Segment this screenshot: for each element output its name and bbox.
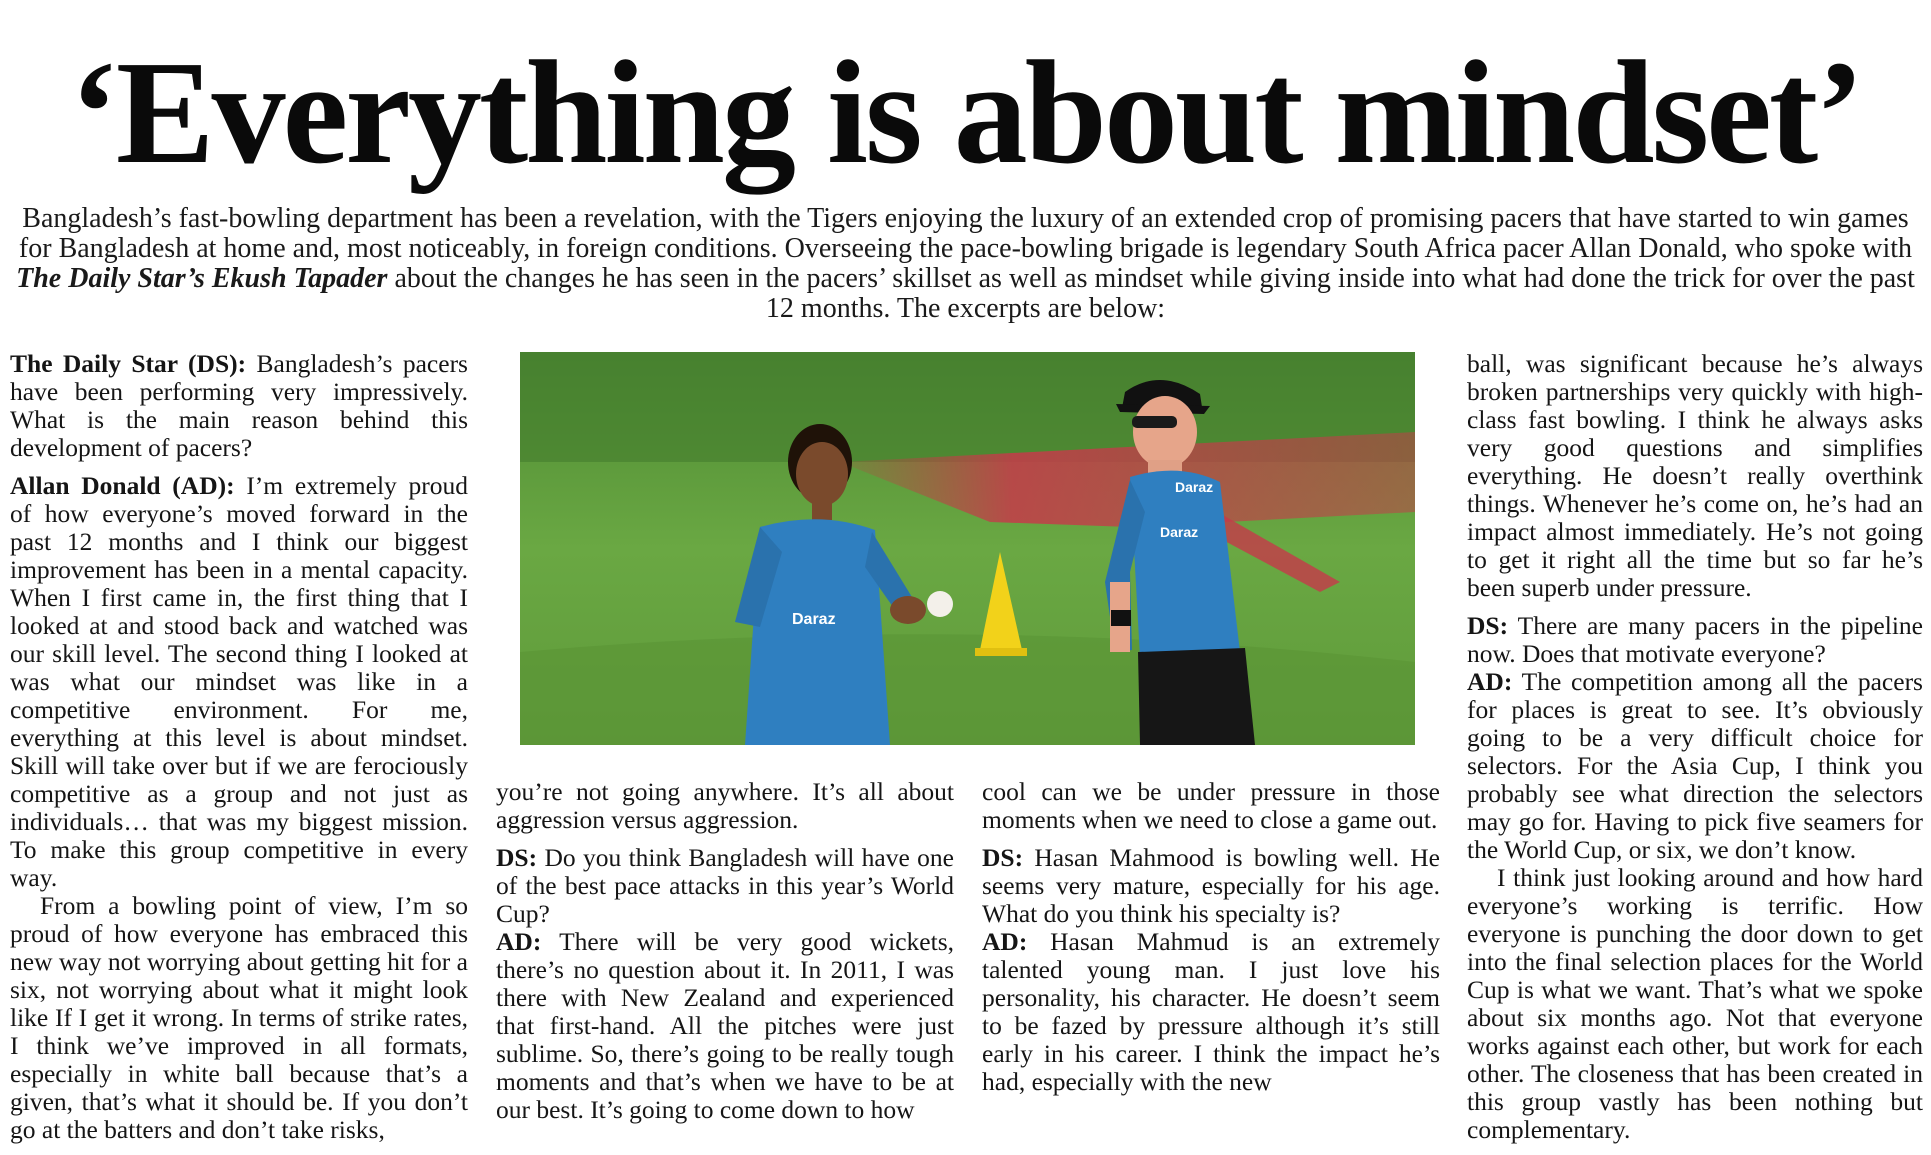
speaker-label: AD: <box>1467 667 1513 696</box>
question-1 <box>10 350 468 462</box>
intro-byline: The Daily Star’s Ekush Tapader <box>16 263 388 294</box>
answer-4 <box>1467 668 1923 864</box>
intro-text-start: Bangladesh’s fast-bowling department has been a revelation, with the Tigers enjoying the luxury of an extended crop of promising pacers that have started to win games for Bangladesh at home and, most noticeably, in foreign conditions. Overseeing the pace-bowling brigade is legendary South Africa pacer Allan Donald, who spoke with <box>18 203 1913 264</box>
cap-logo: Daraz <box>1175 479 1214 495</box>
speaker-label: AD: <box>496 927 542 956</box>
answer-text: The competition among all the pacers for places is great to see. It’s obviously going to be a very difficult choice for selectors. For the Asia Cup, I think you probably see what direction the selectors may go for. Having to pick five seamers for the World Cup, or six, we don’t know. <box>1467 667 1923 864</box>
shirt-logo: Daraz <box>1160 524 1199 540</box>
speaker-label: Allan Donald (AD): <box>10 471 235 500</box>
answer-2 <box>496 928 954 1124</box>
answer-text: I’m extremely proud of how everyone’s moved forward in the past 12 months and I think our biggest improvement has been in a mental capacity. When I first came in, the first thing that I looked at and stood back and watched was our skill level. The second thing I looked at was what our mindset was like in a competitive environment. For me, everything at this level is about mindset. Skill will take over but if we are ferociously competitive as a group and not just as individuals… that was my biggest mission. To make this group competitive in every way. <box>10 471 468 892</box>
question-text: Bangladesh’s pacers have been performing very impressively. What is the main reason behind this development of pacers? <box>10 350 468 462</box>
question-text: Hasan Mahmood is bowling well. He seems very mature, especially for his age. What do you think his specialty is? <box>982 843 1440 928</box>
paragraph: I think just looking around and how hard everyone’s working is terrific. How everyone is punching the door down to get into the final selection places for the World Cup is what we want. That’s what we spoke about six months ago. Not that everyone works against each other, but work for each other. The closeness that has been created in this group vastly has been nothing but complementary. <box>1467 863 1923 1144</box>
question-text: There are many pacers in the pipeline now. Does that motivate everyone? <box>1467 611 1923 668</box>
article-column-1 <box>10 350 468 1150</box>
answer-3 <box>982 928 1440 1096</box>
answer-text: There will be very good wickets, there’s no question about it. In 2011, I was there with New Zealand and experienced that first-hand. All the pitches were just sublime. So, there’s going to be really tough moments and that’s when we have to be at our best. It’s going to come down to how <box>496 927 954 1124</box>
paragraph: ball, was significant because he’s always broken partnerships very quickly with high-class fast bowling. I think he always asks very good questions and simplifies everything. He doesn’t really overthink things. Whenever he’s come on, he’s had an impact almost immediately. He’s not going to get it right all the time but so far he’s been superb under pressure. <box>1467 350 1923 602</box>
article-column-2 <box>496 778 954 1150</box>
answer-text: Hasan Mahmud is an extremely talented young man. I just love his personality, his character. He doesn’t seem to be fazed by pressure although it’s still early in his career. I think the impact he’s had, especially with the new <box>982 927 1440 1096</box>
article-intro <box>10 204 1921 324</box>
paragraph: From a bowling point of view, I’m so proud of how everyone has embraced this new way not worrying about getting hit for a six, not worrying about what it might look like If I get it wrong. In terms of strike rates, I think we’ve improved in all formats, especially in white ball because that’s a given, that’s what it should be. If you don’t go at the batters and don’t take risks, <box>10 891 468 1144</box>
article-column-3 <box>982 778 1440 1150</box>
answer-1 <box>10 472 468 892</box>
article-photo <box>520 352 1415 745</box>
speaker-label: DS: <box>496 843 538 872</box>
intro-text-end: about the changes he has seen in the pacers’ skillset as well as mindset while giving inside into what had done the trick for over the past 12 months. The excerpts are below: <box>387 263 1915 324</box>
speaker-label: DS: <box>982 843 1024 872</box>
paragraph: you’re not going anywhere. It’s all about aggression versus aggression. <box>496 778 954 834</box>
question-3 <box>982 844 1440 928</box>
speaker-label: AD: <box>982 927 1028 956</box>
question-4 <box>1467 612 1923 668</box>
shirt-logo: Daraz <box>792 611 836 628</box>
paragraph: cool can we be under pressure in those moments when we need to close a game out. <box>982 778 1440 834</box>
speaker-label: DS: <box>1467 611 1509 640</box>
question-2 <box>496 844 954 928</box>
article-column-4 <box>1467 350 1923 1150</box>
speaker-label: The Daily Star (DS): <box>10 350 247 378</box>
article-headline: ‘Everything is about mindset’ <box>69 31 1862 195</box>
question-text: Do you think Bangladesh will have one of the best pace attacks in this year’s World Cup? <box>496 843 954 928</box>
